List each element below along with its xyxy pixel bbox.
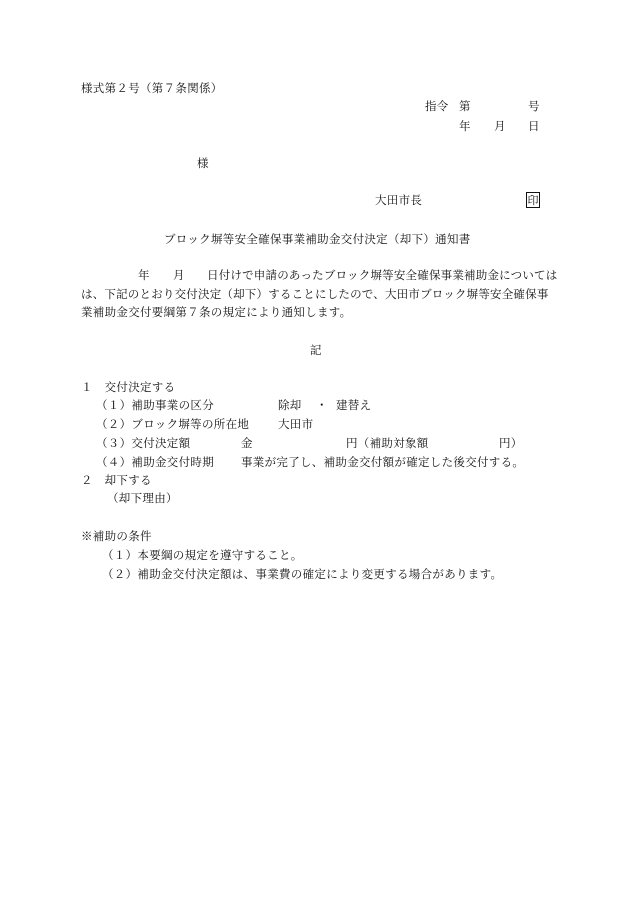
condition-item: （２）補助金交付決定額は、事業費の確定により変更する場合があります。 (102, 567, 503, 581)
doc-number-go: 号 (528, 99, 540, 113)
date-day: 日 (528, 119, 540, 133)
item-4-label: （４）補助金交付時期 (96, 455, 214, 469)
condition-item: （１）本要綱の規定を遵守すること。 (102, 548, 303, 562)
issuer-name: 大田市長 (375, 193, 423, 207)
item-1-option-demolish: 除却 (278, 398, 302, 412)
form-label: 様式第２号（第７条関係） (81, 81, 223, 95)
item-1-option-rebuild: 建替え (336, 398, 372, 412)
section-2-heading: ２ 却下する (81, 473, 152, 487)
intro-line-3: 業補助金交付要綱第７条の規定により通知します。 (81, 305, 352, 319)
date-month: 月 (494, 119, 506, 133)
item-1-label: （１）補助事業の区分 (96, 398, 214, 412)
rejection-reason-label: （却下理由） (107, 491, 178, 505)
doc-number-dai: 第 (459, 99, 471, 113)
doc-number-prefix: 指令 (425, 99, 449, 113)
ki-heading: 記 (310, 343, 322, 357)
item-3-close: 円） (499, 436, 523, 450)
addressee-honorific: 様 (197, 156, 209, 170)
date-year: 年 (459, 119, 471, 133)
item-3-yen-note: 円（補助対象額 (346, 436, 429, 450)
intro-line-2: は、下記のとおり交付決定（却下）することにしたので、大田市ブロック塀等安全確保事 (81, 287, 549, 301)
item-4-value: 事業が完了し、補助金交付額が確定した後交付する。 (241, 455, 525, 469)
section-1-heading: １ 交付決定する (81, 380, 176, 394)
intro-date-year: 年 (138, 268, 150, 282)
intro-line-1: 日付けで申請のあったブロック塀等安全確保事業補助金については (207, 268, 558, 282)
item-3-kin: 金 (241, 436, 253, 450)
item-1-separator: ・ (316, 398, 328, 412)
conditions-heading: ※補助の条件 (81, 529, 152, 543)
seal-mark: 印 (527, 194, 539, 207)
intro-date-month: 月 (173, 268, 185, 282)
item-2-label: （２）ブロック塀等の所在地 (96, 417, 250, 431)
document-title: ブロック塀等安全確保事業補助金交付決定（却下）通知書 (164, 232, 471, 246)
item-2-value: 大田市 (278, 417, 314, 431)
item-3-label: （３）交付決定額 (96, 436, 191, 450)
